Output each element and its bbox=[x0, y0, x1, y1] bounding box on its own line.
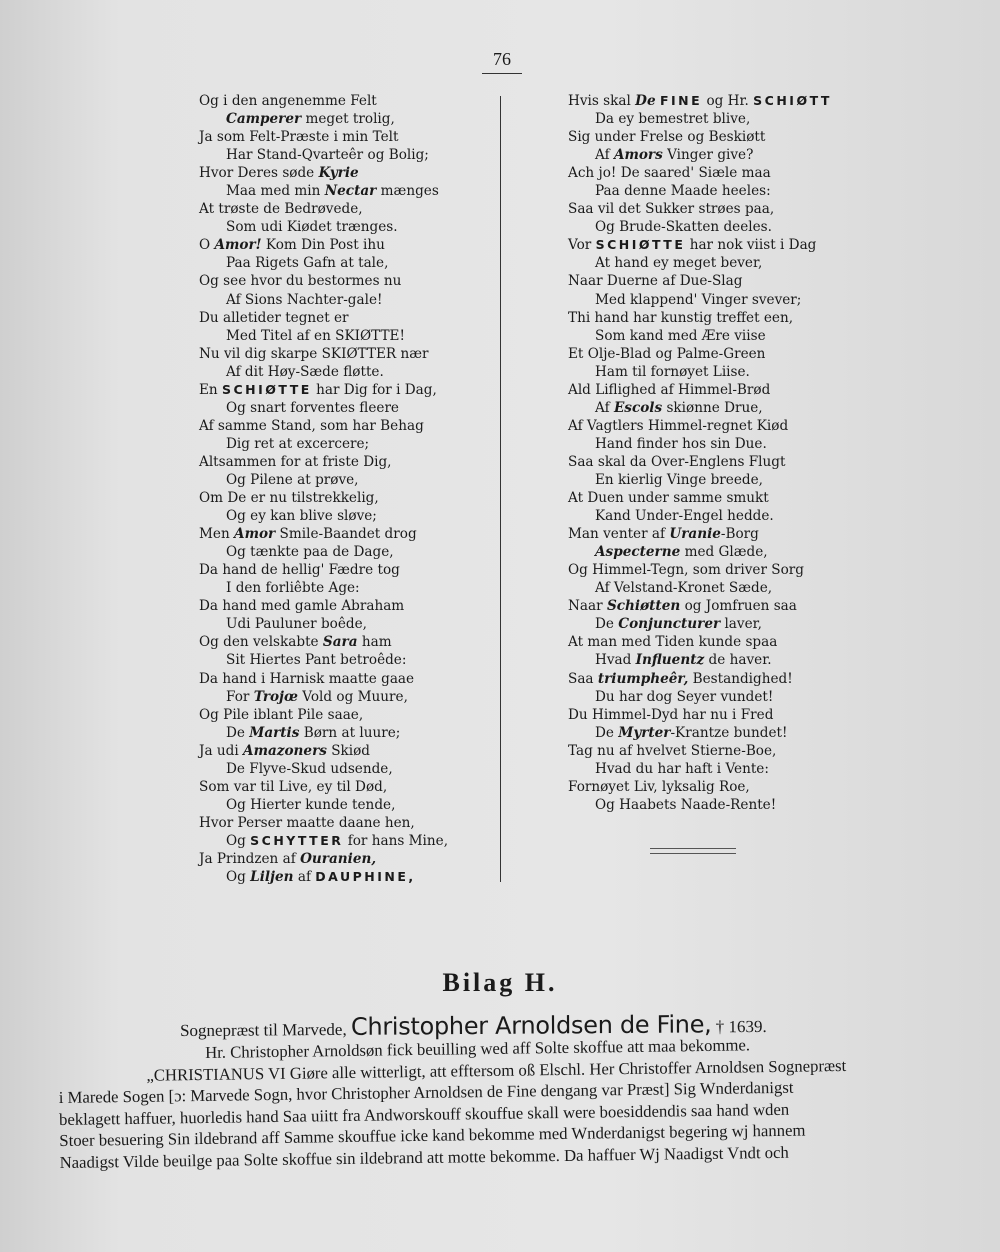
verse-text: Saa vil det Sukker strøes paa, bbox=[568, 201, 775, 218]
verse-text: Hand finder hos sin Due. bbox=[595, 435, 767, 452]
verse-text: En bbox=[199, 381, 222, 398]
verse-line bbox=[568, 164, 868, 182]
verse-text: Med klappend' Vinger svever; bbox=[595, 291, 802, 308]
verse-text: Og Pile iblant Pile saae, bbox=[199, 706, 364, 723]
spaced-name: SCHIØTTE bbox=[222, 381, 312, 397]
verse-line bbox=[568, 742, 868, 760]
page-number: 76 bbox=[482, 49, 522, 74]
poem-column-right bbox=[568, 92, 868, 814]
italic-word: Trojœ bbox=[253, 688, 298, 705]
verse-text: Da hand de hellig' Fædre tog bbox=[199, 562, 400, 579]
verse-text: Hvad bbox=[595, 652, 636, 669]
verse-text: Naar Duerne af Due-Slag bbox=[568, 273, 743, 290]
verse-text: Dig ret at excercere; bbox=[226, 435, 370, 452]
spaced-name: SCHYTTER bbox=[250, 832, 344, 848]
verse-line bbox=[568, 615, 868, 633]
verse-text: En kierlig Vinge breede, bbox=[595, 471, 763, 488]
verse-line bbox=[199, 742, 489, 760]
verse-text: Har Stand-Qvarteêr og Bolig; bbox=[226, 147, 429, 164]
verse-text: Og snart forventes fleere bbox=[226, 399, 399, 416]
verse-text: Af Sions Nachter-gale! bbox=[226, 291, 383, 308]
verse-text: Thi hand har kunstig treffet een, bbox=[568, 309, 794, 326]
italic-word: Conjuncturer bbox=[618, 616, 721, 633]
verse-text: Som kand med Ære viise bbox=[595, 327, 766, 344]
verse-line bbox=[568, 543, 868, 561]
subtitle-prefix: Sognepræst til Marvede, bbox=[179, 1019, 347, 1041]
verse-text: Og Himmel-Tegn, som driver Sorg bbox=[568, 562, 804, 579]
verse-text: Skiød bbox=[326, 742, 370, 759]
verse-text: meget trolig, bbox=[301, 111, 395, 128]
verse-line bbox=[199, 778, 489, 796]
appendix-title: Bilag H. bbox=[442, 968, 558, 997]
verse-line bbox=[568, 561, 868, 579]
verse-text: for hans Mine, bbox=[343, 832, 449, 849]
verse-line bbox=[568, 417, 868, 435]
verse-text: Ach jo! De saared' Siæle maa bbox=[568, 165, 771, 182]
verse-line bbox=[199, 651, 489, 669]
verse-line bbox=[199, 579, 489, 597]
verse-line bbox=[568, 778, 868, 796]
verse-line bbox=[568, 471, 868, 489]
verse-line bbox=[199, 417, 489, 435]
verse-text: At man med Tiden kunde spaa bbox=[568, 634, 778, 651]
verse-line bbox=[199, 868, 489, 886]
verse-line bbox=[568, 200, 868, 218]
verse-line bbox=[199, 200, 489, 218]
italic-word: Sara bbox=[322, 634, 358, 651]
verse-text: At Duen under samme smukt bbox=[568, 490, 769, 507]
subtitle-name: Christopher Arnoldsen de Fine, bbox=[350, 1010, 712, 1041]
verse-text: O bbox=[199, 237, 215, 254]
prose-line: „CHRISTIANUS VI Giøre alle witterligt, att efftersom oß Elschl. Her Christoffer Arnoldsen Sognepræst bbox=[146, 1055, 847, 1085]
verse-line bbox=[199, 670, 489, 688]
verse-text: Af samme Stand, som har Behag bbox=[199, 417, 424, 434]
verse-text: Sit Hiertes Pant betroêde: bbox=[226, 652, 407, 669]
verse-text: Ham til fornøyet Liise. bbox=[595, 363, 750, 380]
verse-text: Altsammen for at friste Dig, bbox=[199, 453, 392, 470]
verse-line bbox=[199, 489, 489, 507]
verse-text: De bbox=[595, 724, 619, 741]
verse-line bbox=[568, 435, 868, 453]
italic-word: Schiøtten bbox=[606, 598, 681, 615]
verse-line bbox=[199, 561, 489, 579]
verse-line bbox=[199, 381, 489, 399]
verse-line bbox=[199, 760, 489, 778]
verse-text: Hvis skal bbox=[568, 93, 636, 109]
verse-text: Da ey bemestret blive, bbox=[595, 111, 751, 128]
verse-line bbox=[199, 597, 489, 615]
verse-line bbox=[199, 182, 489, 200]
verse-line bbox=[199, 363, 489, 381]
verse-line bbox=[568, 760, 868, 778]
verse-line bbox=[199, 236, 489, 254]
verse-line bbox=[568, 579, 868, 597]
verse-line bbox=[568, 309, 868, 327]
italic-word: Aspecterne bbox=[595, 544, 681, 561]
verse-text: Børn at luure; bbox=[299, 724, 401, 741]
verse-line bbox=[568, 706, 868, 724]
italic-word: Ouranien, bbox=[300, 850, 377, 867]
verse-text: Og den velskabte bbox=[199, 634, 323, 651]
italic-word: Uranie bbox=[669, 526, 721, 543]
verse-text: Og tænkte paa de Dage, bbox=[226, 544, 394, 561]
italic-word: De bbox=[635, 93, 656, 109]
verse-text: Af Vagtlers Himmel-regnet Kiød bbox=[568, 417, 789, 434]
verse-line bbox=[199, 724, 489, 742]
verse-text: Vold og Muure, bbox=[297, 688, 408, 705]
verse-text: Kom Din Post ihu bbox=[261, 237, 385, 254]
verse-line bbox=[568, 363, 868, 381]
verse-line bbox=[199, 291, 489, 309]
verse-line bbox=[568, 670, 868, 688]
italic-word: Nectar bbox=[324, 183, 377, 200]
spaced-name: FINE bbox=[659, 93, 703, 108]
verse-line bbox=[568, 272, 868, 290]
verse-line bbox=[199, 453, 489, 471]
verse-text: Da hand i Harnisk maatte gaae bbox=[199, 670, 415, 687]
verse-text: I den forliêbte Age: bbox=[226, 580, 360, 597]
italic-word: Liljen bbox=[250, 869, 294, 886]
verse-line bbox=[199, 706, 489, 724]
verse-text: De bbox=[226, 724, 250, 741]
verse-line bbox=[568, 724, 868, 742]
verse-text: Vor bbox=[568, 237, 596, 254]
verse-text: Smile-Baandet drog bbox=[275, 526, 417, 543]
verse-line bbox=[568, 146, 868, 164]
verse-text: Udi Pauluner boêde, bbox=[226, 616, 367, 633]
verse-line bbox=[568, 345, 868, 363]
italic-word: Amor! bbox=[214, 237, 262, 254]
verse-text: Paa Rigets Gafn at tale, bbox=[226, 255, 389, 272]
spaced-name: SCHIØTT bbox=[753, 93, 832, 108]
verse-line bbox=[199, 832, 489, 850]
verse-text: Af dit Høy-Sæde fløtte. bbox=[226, 363, 384, 380]
verse-text: Kand Under-Engel hedde. bbox=[595, 508, 774, 525]
prose-line: Stoer besuering Sin ildebrand aff Samme skouffue icke kand bekomme med Wnderdanigst begering wj hannem bbox=[59, 1120, 806, 1151]
verse-text: laver, bbox=[720, 616, 762, 633]
verse-line bbox=[199, 345, 489, 363]
verse-line bbox=[568, 92, 868, 110]
verse-text: Og bbox=[226, 832, 251, 849]
verse-line bbox=[568, 453, 868, 471]
column-divider bbox=[500, 96, 501, 882]
verse-line bbox=[199, 327, 489, 345]
verse-text: For bbox=[226, 688, 254, 705]
prose-block bbox=[58, 1031, 960, 1173]
verse-line bbox=[199, 92, 489, 110]
end-rule bbox=[650, 848, 736, 854]
verse-text: Bestandighed! bbox=[688, 670, 793, 687]
italic-word: Amazoners bbox=[243, 742, 327, 759]
verse-text: og Jomfruen saa bbox=[680, 598, 797, 615]
italic-word: Myrter bbox=[618, 724, 671, 741]
verse-text: Af bbox=[595, 147, 614, 164]
verse-text: de haver. bbox=[704, 652, 772, 669]
verse-text: Et Olje-Blad og Palme-Green bbox=[568, 345, 766, 362]
verse-line bbox=[568, 633, 868, 651]
italic-word: Influentz bbox=[635, 652, 705, 669]
verse-line bbox=[199, 688, 489, 706]
verse-line bbox=[568, 688, 868, 706]
verse-text: -Borg bbox=[720, 526, 759, 543]
verse-text: -Krantze bundet! bbox=[670, 724, 788, 741]
verse-line bbox=[568, 327, 868, 345]
verse-text: Som var til Live, ey til Død, bbox=[199, 778, 388, 795]
verse-text: Hvad du har haft i Vente: bbox=[595, 760, 769, 777]
verse-line bbox=[199, 110, 489, 128]
verse-text: Og ey kan blive sløve; bbox=[226, 508, 377, 525]
prose-line: Naadigst Vilde beuilge paa Solte skoffue sin ildebrand att motte bekomme. Da haffuer Wj Naadigst Vndt och bbox=[59, 1142, 789, 1172]
verse-line bbox=[199, 850, 489, 868]
verse-text: Nu vil dig skarpe SKIØTTER nær bbox=[199, 345, 429, 362]
verse-line bbox=[568, 796, 868, 814]
verse-text: Du Himmel-Dyd har nu i Fred bbox=[568, 706, 774, 723]
verse-line bbox=[568, 182, 868, 200]
verse-text: Du alletider tegnet er bbox=[199, 309, 349, 326]
verse-line bbox=[199, 128, 489, 146]
verse-text: Hvor Perser maatte daane hen, bbox=[199, 814, 415, 831]
spaced-name: DAUPHINE, bbox=[315, 869, 416, 885]
verse-line bbox=[568, 525, 868, 543]
verse-text: med Glæde, bbox=[680, 544, 768, 561]
spaced-name: SCHIØTTE bbox=[595, 237, 686, 253]
verse-line bbox=[199, 796, 489, 814]
italic-word: Amor bbox=[234, 526, 276, 543]
verse-text: Saa skal da Over-Englens Flugt bbox=[568, 453, 786, 470]
verse-text: og Hr. bbox=[702, 93, 754, 109]
verse-line bbox=[568, 507, 868, 525]
verse-text: At trøste de Bedrøvede, bbox=[199, 201, 363, 218]
verse-text: Om De er nu tilstrekkelig, bbox=[199, 490, 379, 507]
prose-line: beklagett haffuer, huorledis hand Saa uiitt fra Andworskouff skouffue skall were boesiddendis saa hand wden bbox=[58, 1099, 790, 1129]
subtitle-suffix: † 1639. bbox=[715, 1016, 767, 1037]
verse-text: De bbox=[595, 616, 619, 633]
verse-text: Saa bbox=[568, 670, 598, 687]
verse-text: Sig under Frelse og Beskiøtt bbox=[568, 129, 766, 146]
verse-text: har nok viist i Dag bbox=[685, 237, 817, 254]
verse-text: Men bbox=[199, 526, 235, 543]
verse-text: Og i den angenemme Felt bbox=[199, 93, 377, 109]
verse-text: Ja Prindzen af bbox=[199, 850, 301, 867]
verse-line bbox=[199, 272, 489, 290]
verse-line bbox=[568, 489, 868, 507]
verse-line bbox=[199, 615, 489, 633]
verse-text: Ja som Felt-Præste i min Telt bbox=[199, 129, 399, 146]
verse-text: Med Titel af en SKIØTTE! bbox=[226, 327, 405, 344]
verse-text: At hand ey meget bever, bbox=[595, 255, 763, 272]
verse-line bbox=[568, 291, 868, 309]
verse-text: mænges bbox=[376, 183, 439, 200]
verse-line bbox=[568, 597, 868, 615]
verse-line bbox=[199, 507, 489, 525]
verse-text: Hvor Deres søde bbox=[199, 165, 319, 182]
verse-text: Maa med min bbox=[226, 183, 325, 200]
verse-line bbox=[568, 399, 868, 417]
verse-line bbox=[199, 543, 489, 561]
verse-line bbox=[199, 814, 489, 832]
verse-line bbox=[199, 435, 489, 453]
verse-text: Vinger give? bbox=[662, 147, 754, 164]
verse-text: Og bbox=[226, 869, 251, 886]
verse-line bbox=[568, 236, 868, 254]
verse-text: Ald Liflighed af Himmel-Brød bbox=[568, 381, 771, 398]
prose-line: Hr. Christopher Arnoldsøn fick beuilling wed aff Solte skoffue att maa bekomme. bbox=[204, 1035, 751, 1062]
italic-word: Escols bbox=[613, 399, 663, 416]
verse-text: Ja udi bbox=[199, 742, 244, 759]
verse-text: Og see hvor du bestormes nu bbox=[199, 273, 402, 290]
verse-line bbox=[568, 381, 868, 399]
verse-text: ham bbox=[357, 634, 392, 651]
verse-text: Man venter af bbox=[568, 526, 670, 543]
verse-line bbox=[199, 399, 489, 417]
italic-word: Kyrie bbox=[318, 165, 359, 182]
verse-line bbox=[199, 309, 489, 327]
verse-text: Fornøyet Liv, lyksalig Roe, bbox=[568, 778, 750, 795]
prose-line: i Marede Sogen [ɔ: Marvede Sogn, hvor Christopher Arnoldsen de Fine dengang var Præst] Sig Wnderdanigst bbox=[58, 1077, 794, 1108]
verse-line bbox=[199, 146, 489, 164]
verse-line bbox=[199, 218, 489, 236]
verse-text: Af Velstand-Kronet Sæde, bbox=[595, 580, 773, 597]
verse-text: Da hand med gamle Abraham bbox=[199, 598, 405, 615]
verse-text: af bbox=[293, 869, 316, 886]
poem-column-left bbox=[199, 92, 489, 886]
verse-line bbox=[199, 633, 489, 651]
verse-text: Du har dog Seyer vundet! bbox=[595, 688, 774, 705]
verse-text: Tag nu af hvelvet Stierne-Boe, bbox=[568, 742, 777, 759]
italic-word: Camperer bbox=[226, 111, 302, 128]
verse-text: Af bbox=[595, 399, 614, 416]
verse-text: De Flyve-Skud udsende, bbox=[226, 760, 393, 777]
verse-line bbox=[199, 164, 489, 182]
verse-text: Naar bbox=[568, 598, 607, 615]
italic-word: Amors bbox=[613, 147, 663, 164]
verse-line bbox=[199, 525, 489, 543]
verse-text: Og Haabets Naade-Rente! bbox=[595, 796, 777, 813]
verse-text: har Dig for i Dag, bbox=[311, 381, 437, 398]
verse-line bbox=[568, 254, 868, 272]
verse-line bbox=[199, 471, 489, 489]
italic-word: Martis bbox=[249, 724, 300, 741]
verse-line bbox=[568, 651, 868, 669]
verse-line bbox=[568, 128, 868, 146]
verse-text: skiønne Drue, bbox=[662, 399, 763, 416]
verse-line bbox=[199, 254, 489, 272]
verse-text: Og Pilene at prøve, bbox=[226, 471, 359, 488]
verse-text: Paa denne Maade heeles: bbox=[595, 183, 771, 200]
verse-line bbox=[568, 110, 868, 128]
verse-text: Som udi Kiødet trænges. bbox=[226, 219, 398, 236]
verse-text: Og Hierter kunde tende, bbox=[226, 796, 396, 813]
verse-text: Og Brude-Skatten deeles. bbox=[595, 219, 772, 236]
italic-word: triumpheêr, bbox=[597, 670, 689, 687]
verse-line bbox=[568, 218, 868, 236]
